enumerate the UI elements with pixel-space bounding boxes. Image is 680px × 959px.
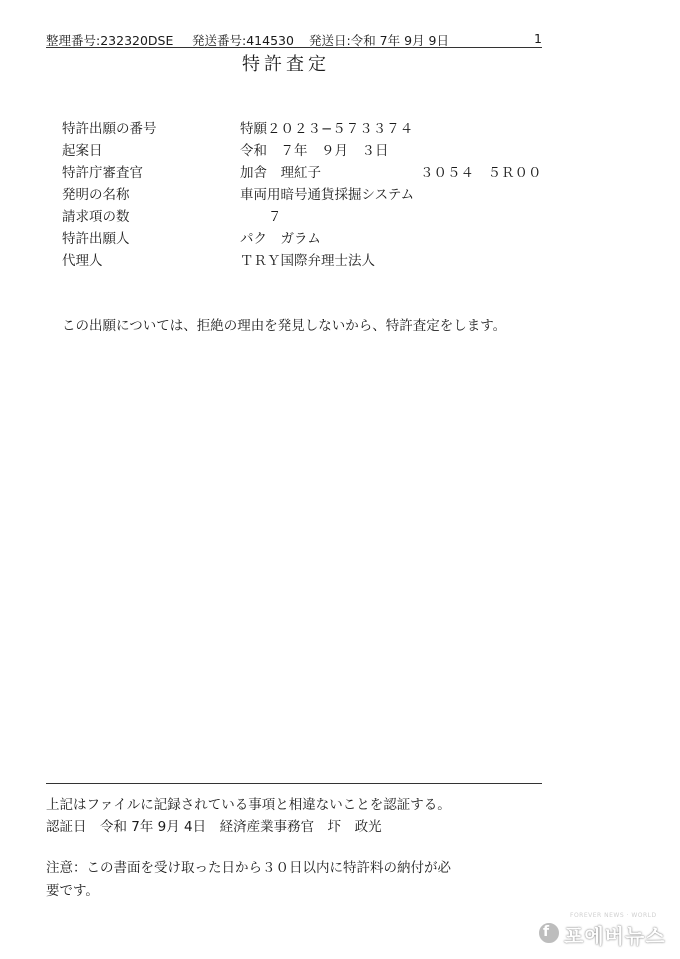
watermark-brand: 포에버뉴스	[564, 924, 666, 948]
field-value: パク ガラム	[240, 231, 321, 247]
field-label: 特許庁審査官	[62, 165, 143, 181]
field-value: 特願２０２３−５７３３７４	[240, 121, 414, 137]
payment-note-line-2: 要です。	[46, 883, 99, 899]
certification-text: 上記はファイルに記録されている事項と相違ないことを認証する。	[46, 797, 451, 813]
field-label: 請求項の数	[62, 209, 130, 225]
field-value: 車両用暗号通貨採掘システム	[240, 187, 415, 203]
field-label: 特許出願人	[62, 231, 130, 247]
header-dispatch-number: 発送番号:414530	[192, 33, 294, 48]
payment-note-line-1: 注意：この書面を受け取った日から３０日以内に特許料の納付が必	[46, 860, 451, 876]
field-value: ＴＲＹ国際弁理士法人	[240, 253, 375, 269]
examiner-code: ３０５４ ５Ｒ００	[420, 165, 542, 181]
header-reference-number: 整理番号:232320DSE	[46, 33, 174, 48]
field-value: 加舎 理紅子	[240, 165, 321, 181]
field-label: 代理人	[62, 253, 103, 269]
news-watermark	[530, 910, 670, 950]
field-value: 令和 ７年 ９月 ３日	[240, 143, 389, 159]
certification-date: 認証日 令和 7年 9月 4日 経済産業事務官 圷 政光	[46, 819, 382, 835]
header-divider	[46, 47, 542, 48]
watermark-logo-mark: f	[543, 924, 550, 940]
decision-statement: この出願については、拒絶の理由を発見しないから、特許査定をします。	[62, 318, 507, 334]
field-label: 起案日	[62, 143, 103, 159]
watermark-tagline: FOREVER NEWS · WORLD	[570, 912, 657, 919]
footer-divider	[46, 783, 542, 784]
field-value: ７	[268, 209, 282, 225]
document-title: 特許査定	[242, 54, 330, 75]
field-label: 特許出願の番号	[62, 121, 157, 137]
header-dispatch-date: 発送日:令和 7年 9月 9日	[309, 33, 449, 48]
field-label: 発明の名称	[62, 187, 130, 203]
header-page-number: 1	[534, 31, 542, 46]
